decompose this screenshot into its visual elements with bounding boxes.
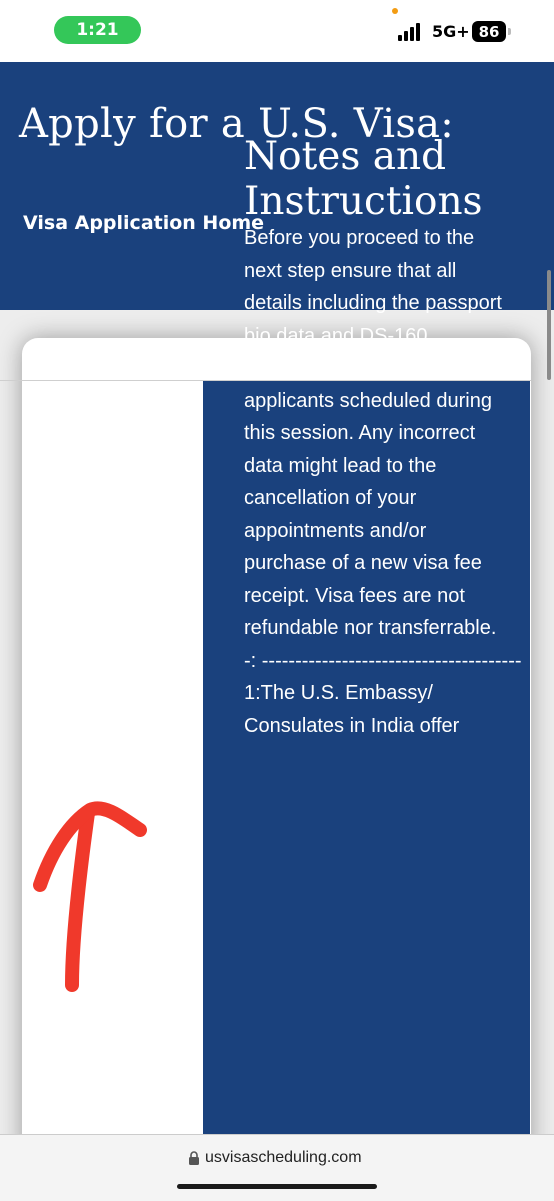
- network-type-label: 5G+: [432, 22, 470, 41]
- scrollbar[interactable]: [547, 270, 551, 380]
- notes-item-1: 1:The U.S. Embassy/ Consulates in India offer: [244, 682, 460, 737]
- visa-application-home-link[interactable]: Visa Application Home: [23, 212, 265, 234]
- status-bar: [0, 0, 554, 62]
- notes-heading: Notes and Instructions: [244, 134, 483, 224]
- privacy-indicator-dot: [392, 8, 398, 14]
- battery-level: 86: [472, 21, 506, 42]
- notes-paragraph: Before you proceed to the next step ensure that all details including the passport bio data and DS-160 information are correct for all applicants scheduled during this session. Any incorrect data might lead to the cancellation of your appointments and/or purchase of a new visa fee receipt. Visa fees are not refundable nor transferrable.: [244, 227, 502, 639]
- browser-address-bar[interactable]: [0, 1134, 554, 1201]
- battery-icon: [472, 21, 512, 42]
- cellular-signal-icon: [398, 23, 424, 41]
- home-indicator[interactable]: [177, 1184, 377, 1189]
- status-time: 1:21: [54, 16, 141, 44]
- notes-body: [244, 222, 522, 742]
- annotation-arrow-icon: [30, 795, 150, 995]
- notes-separator: -: ---------------------------------------: [244, 649, 522, 672]
- lock-icon: [188, 1151, 200, 1166]
- url-text[interactable]: usvisascheduling.com: [205, 1149, 362, 1166]
- battery-cap: [508, 28, 511, 35]
- page-title: Apply for a U.S. Visa:: [19, 101, 455, 147]
